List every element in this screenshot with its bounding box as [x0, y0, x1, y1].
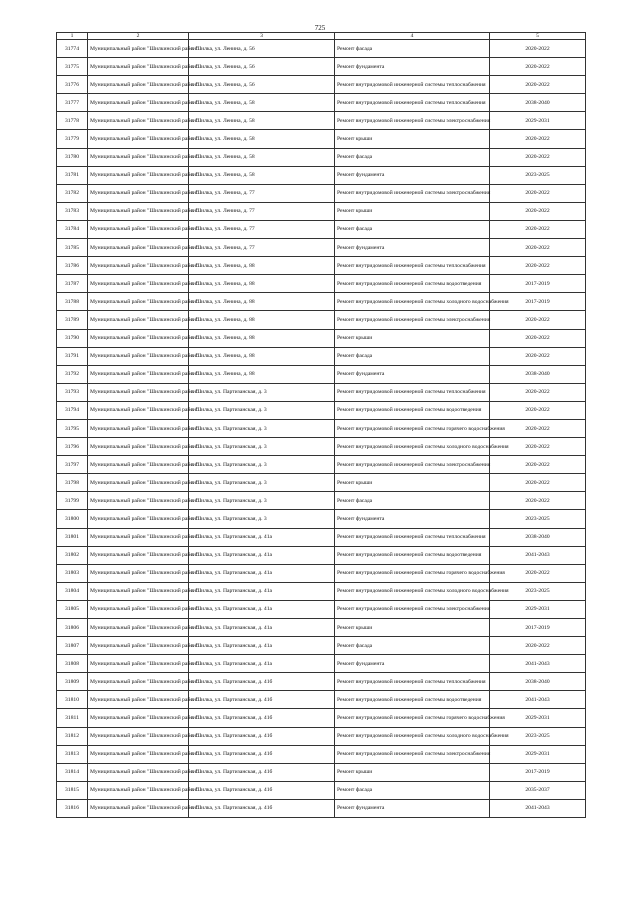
table-row: [57, 311, 586, 329]
address-cell: г. Шилка, ул. Ленина, д. 88: [189, 329, 335, 347]
period-cell: 2035-2037: [490, 781, 586, 799]
address-cell: г. Шилка, ул. Партизанская, д. 41б: [189, 781, 335, 799]
period-cell: 2017-2019: [490, 293, 586, 311]
period-cell: 2020-2022: [490, 148, 586, 166]
address-cell: г. Шилка, ул. Ленина, д. 88: [189, 275, 335, 293]
municipality-cell: Муниципальный район "Шилкинский район": [88, 619, 189, 637]
work-type-cell: Ремонт фасада: [335, 637, 490, 655]
period-cell: 2020-2022: [490, 329, 586, 347]
municipality-cell: Муниципальный район "Шилкинский район": [88, 781, 189, 799]
row-number-cell: 31815: [57, 781, 88, 799]
work-type-cell: Ремонт крыши: [335, 763, 490, 781]
row-number-cell: 31784: [57, 220, 88, 238]
municipality-cell: Муниципальный район "Шилкинский район": [88, 582, 189, 600]
address-cell: г. Шилка, ул. Партизанская, д. 3: [189, 401, 335, 419]
address-cell: г. Шилка, ул. Ленина, д. 77: [189, 220, 335, 238]
address-cell: г. Шилка, ул. Ленина, д. 58: [189, 148, 335, 166]
row-number-cell: 31809: [57, 673, 88, 691]
work-type-cell: Ремонт внутридомовой инженерной системы теплоснабжения: [335, 383, 490, 401]
work-type-cell: Ремонт внутридомовой инженерной системы водоотведения: [335, 691, 490, 709]
address-cell: г. Шилка, ул. Ленина, д. 88: [189, 365, 335, 383]
municipality-cell: Муниципальный район "Шилкинский район": [88, 383, 189, 401]
table-row: [57, 637, 586, 655]
municipality-cell: Муниципальный район "Шилкинский район": [88, 799, 189, 817]
row-number-cell: 31810: [57, 691, 88, 709]
row-number-cell: 31808: [57, 655, 88, 673]
municipality-cell: Муниципальный район "Шилкинский район": [88, 745, 189, 763]
address-cell: г. Шилка, ул. Партизанская, д. 41б: [189, 709, 335, 727]
row-number-cell: 31794: [57, 401, 88, 419]
address-cell: г. Шилка, ул. Ленина, д. 58: [189, 94, 335, 112]
row-number-cell: 31811: [57, 709, 88, 727]
municipality-cell: Муниципальный район "Шилкинский район": [88, 94, 189, 112]
period-cell: 2020-2022: [490, 184, 586, 202]
period-cell: 2041-2043: [490, 691, 586, 709]
work-type-cell: Ремонт крыши: [335, 474, 490, 492]
row-number-cell: 31776: [57, 76, 88, 94]
address-cell: г. Шилка, ул. Партизанская, д. 3: [189, 474, 335, 492]
row-number-cell: 31777: [57, 94, 88, 112]
period-cell: 2041-2043: [490, 655, 586, 673]
address-cell: г. Шилка, ул. Партизанская, д. 3: [189, 383, 335, 401]
municipality-cell: Муниципальный район "Шилкинский район": [88, 546, 189, 564]
municipality-cell: Муниципальный район "Шилкинский район": [88, 76, 189, 94]
period-cell: 2038-2040: [490, 528, 586, 546]
period-cell: 2038-2040: [490, 365, 586, 383]
address-cell: г. Шилка, ул. Ленина, д. 58: [189, 112, 335, 130]
period-cell: 2020-2022: [490, 347, 586, 365]
row-number-cell: 31789: [57, 311, 88, 329]
period-cell: 2020-2022: [490, 474, 586, 492]
row-number-cell: 31803: [57, 564, 88, 582]
period-cell: 2020-2022: [490, 202, 586, 220]
address-cell: г. Шилка, ул. Ленина, д. 77: [189, 184, 335, 202]
period-cell: 2020-2022: [490, 257, 586, 275]
municipality-cell: Муниципальный район "Шилкинский район": [88, 492, 189, 510]
municipality-cell: Муниципальный район "Шилкинский район": [88, 40, 189, 58]
table-row: [57, 94, 586, 112]
period-cell: 2023-2025: [490, 166, 586, 184]
address-cell: г. Шилка, ул. Партизанская, д. 41а: [189, 619, 335, 637]
table-row: [57, 564, 586, 582]
municipality-cell: Муниципальный район "Шилкинский район": [88, 220, 189, 238]
table-row: [57, 130, 586, 148]
row-number-cell: 31790: [57, 329, 88, 347]
address-cell: г. Шилка, ул. Партизанская, д. 41б: [189, 727, 335, 745]
municipality-cell: Муниципальный район "Шилкинский район": [88, 727, 189, 745]
row-number-cell: 31778: [57, 112, 88, 130]
work-type-cell: Ремонт крыши: [335, 619, 490, 637]
period-cell: 2020-2022: [490, 564, 586, 582]
municipality-cell: Муниципальный район "Шилкинский район": [88, 58, 189, 76]
work-type-cell: Ремонт фундамента: [335, 365, 490, 383]
work-type-cell: Ремонт внутридомовой инженерной системы электроснабжения: [335, 184, 490, 202]
table-row: [57, 691, 586, 709]
work-type-cell: Ремонт фундамента: [335, 239, 490, 257]
address-cell: г. Шилка, ул. Партизанская, д. 41б: [189, 799, 335, 817]
municipality-cell: Муниципальный район "Шилкинский район": [88, 184, 189, 202]
work-type-cell: Ремонт фасада: [335, 148, 490, 166]
municipality-cell: Муниципальный район "Шилкинский район": [88, 202, 189, 220]
row-number-cell: 31781: [57, 166, 88, 184]
work-type-cell: Ремонт фундамента: [335, 58, 490, 76]
row-number-cell: 31786: [57, 257, 88, 275]
table-row: [57, 492, 586, 510]
work-type-cell: Ремонт внутридомовой инженерной системы электроснабжения: [335, 745, 490, 763]
row-number-cell: 31814: [57, 763, 88, 781]
page-number: 725: [314, 24, 326, 32]
work-type-cell: Ремонт фундамента: [335, 510, 490, 528]
period-cell: 2020-2022: [490, 40, 586, 58]
table-row: [57, 709, 586, 727]
address-cell: г. Шилка, ул. Ленина, д. 88: [189, 257, 335, 275]
table-row: [57, 510, 586, 528]
address-cell: г. Шилка, ул. Партизанская, д. 41б: [189, 673, 335, 691]
row-number-cell: 31782: [57, 184, 88, 202]
period-cell: 2020-2022: [490, 220, 586, 238]
work-type-cell: Ремонт внутридомовой инженерной системы холодного водоснабжения: [335, 293, 490, 311]
period-cell: 2020-2022: [490, 637, 586, 655]
work-type-cell: Ремонт внутридомовой инженерной системы водоотведения: [335, 401, 490, 419]
column-header: 4: [335, 33, 490, 40]
municipality-cell: Муниципальный район "Шилкинский район": [88, 474, 189, 492]
row-number-cell: 31805: [57, 600, 88, 618]
row-number-cell: 31804: [57, 582, 88, 600]
address-cell: г. Шилка, ул. Партизанская, д. 41а: [189, 655, 335, 673]
address-cell: г. Шилка, ул. Ленина, д. 77: [189, 202, 335, 220]
municipality-cell: Муниципальный район "Шилкинский район": [88, 293, 189, 311]
row-number-cell: 31796: [57, 438, 88, 456]
work-type-cell: Ремонт внутридомовой инженерной системы электроснабжения: [335, 311, 490, 329]
municipality-cell: Муниципальный район "Шилкинский район": [88, 257, 189, 275]
address-cell: г. Шилка, ул. Партизанская, д. 41б: [189, 745, 335, 763]
table-header-row: [57, 33, 586, 40]
row-number-cell: 31801: [57, 528, 88, 546]
address-cell: г. Шилка, ул. Ленина, д. 88: [189, 311, 335, 329]
work-type-cell: Ремонт внутридомовой инженерной системы электроснабжения: [335, 600, 490, 618]
address-cell: г. Шилка, ул. Ленина, д. 88: [189, 293, 335, 311]
row-number-cell: 31802: [57, 546, 88, 564]
table-row: [57, 293, 586, 311]
address-cell: г. Шилка, ул. Партизанская, д. 3: [189, 510, 335, 528]
municipality-cell: Муниципальный район "Шилкинский район": [88, 347, 189, 365]
table-row: [57, 745, 586, 763]
table-row: [57, 112, 586, 130]
address-cell: г. Шилка, ул. Ленина, д. 58: [189, 166, 335, 184]
table-row: [57, 365, 586, 383]
period-cell: 2038-2040: [490, 673, 586, 691]
table-row: [57, 582, 586, 600]
municipality-cell: Муниципальный район "Шилкинский район": [88, 600, 189, 618]
table-row: [57, 673, 586, 691]
row-number-cell: 31813: [57, 745, 88, 763]
work-type-cell: Ремонт внутридомовой инженерной системы теплоснабжения: [335, 76, 490, 94]
work-type-cell: Ремонт внутридомовой инженерной системы водоотведения: [335, 275, 490, 293]
work-type-cell: Ремонт фасада: [335, 40, 490, 58]
municipality-cell: Муниципальный район "Шилкинский район": [88, 148, 189, 166]
period-cell: 2038-2040: [490, 94, 586, 112]
municipality-cell: Муниципальный район "Шилкинский район": [88, 275, 189, 293]
work-type-cell: Ремонт внутридомовой инженерной системы теплоснабжения: [335, 94, 490, 112]
municipality-cell: Муниципальный район "Шилкинский район": [88, 637, 189, 655]
work-type-cell: Ремонт внутридомовой инженерной системы горячего водоснабжения: [335, 419, 490, 437]
period-cell: 2020-2022: [490, 401, 586, 419]
period-cell: 2029-2031: [490, 112, 586, 130]
table-row: [57, 148, 586, 166]
register-table-body: [57, 33, 586, 818]
row-number-cell: 31791: [57, 347, 88, 365]
row-number-cell: 31785: [57, 239, 88, 257]
row-number-cell: 31797: [57, 456, 88, 474]
table-row: [57, 58, 586, 76]
table-row: [57, 76, 586, 94]
address-cell: г. Шилка, ул. Ленина, д. 77: [189, 239, 335, 257]
municipality-cell: Муниципальный район "Шилкинский район": [88, 239, 189, 257]
period-cell: 2020-2022: [490, 130, 586, 148]
period-cell: 2020-2022: [490, 58, 586, 76]
work-type-cell: Ремонт крыши: [335, 130, 490, 148]
municipality-cell: Муниципальный район "Шилкинский район": [88, 112, 189, 130]
address-cell: г. Шилка, ул. Партизанская, д. 3: [189, 438, 335, 456]
table-row: [57, 799, 586, 817]
table-row: [57, 528, 586, 546]
period-cell: 2020-2022: [490, 438, 586, 456]
period-cell: 2041-2043: [490, 546, 586, 564]
municipality-cell: Муниципальный район "Шилкинский район": [88, 401, 189, 419]
table-row: [57, 727, 586, 745]
row-number-cell: 31775: [57, 58, 88, 76]
work-type-cell: Ремонт внутридомовой инженерной системы теплоснабжения: [335, 673, 490, 691]
municipality-cell: Муниципальный район "Шилкинский район": [88, 456, 189, 474]
row-number-cell: 31774: [57, 40, 88, 58]
work-type-cell: Ремонт внутридомовой инженерной системы водоотведения: [335, 546, 490, 564]
table-row: [57, 166, 586, 184]
period-cell: 2020-2022: [490, 383, 586, 401]
work-type-cell: Ремонт фасада: [335, 347, 490, 365]
work-type-cell: Ремонт внутридомовой инженерной системы холодного водоснабжения: [335, 727, 490, 745]
address-cell: г. Шилка, ул. Партизанская, д. 3: [189, 456, 335, 474]
work-type-cell: Ремонт внутридомовой инженерной системы электроснабжения: [335, 456, 490, 474]
row-number-cell: 31799: [57, 492, 88, 510]
row-number-cell: 31798: [57, 474, 88, 492]
row-number-cell: 31779: [57, 130, 88, 148]
period-cell: 2020-2022: [490, 492, 586, 510]
work-type-cell: Ремонт фасада: [335, 220, 490, 238]
table-row: [57, 257, 586, 275]
municipality-cell: Муниципальный район "Шилкинский район": [88, 438, 189, 456]
table-row: [57, 419, 586, 437]
municipality-cell: Муниципальный район "Шилкинский район": [88, 311, 189, 329]
municipality-cell: Муниципальный район "Шилкинский район": [88, 763, 189, 781]
address-cell: г. Шилка, ул. Партизанская, д. 41а: [189, 528, 335, 546]
table-row: [57, 655, 586, 673]
table-row: [57, 184, 586, 202]
address-cell: г. Шилка, ул. Партизанская, д. 41а: [189, 564, 335, 582]
period-cell: 2017-2019: [490, 619, 586, 637]
work-type-cell: Ремонт крыши: [335, 329, 490, 347]
work-type-cell: Ремонт фундамента: [335, 166, 490, 184]
table-row: [57, 600, 586, 618]
table-row: [57, 329, 586, 347]
municipality-cell: Муниципальный район "Шилкинский район": [88, 673, 189, 691]
address-cell: г. Шилка, ул. Партизанская, д. 41а: [189, 582, 335, 600]
table-row: [57, 347, 586, 365]
work-type-cell: Ремонт внутридомовой инженерной системы горячего водоснабжения: [335, 709, 490, 727]
row-number-cell: 31812: [57, 727, 88, 745]
address-cell: г. Шилка, ул. Партизанская, д. 41б: [189, 763, 335, 781]
period-cell: 2020-2022: [490, 76, 586, 94]
row-number-cell: 31800: [57, 510, 88, 528]
table-row: [57, 275, 586, 293]
work-type-cell: Ремонт фундамента: [335, 655, 490, 673]
period-cell: 2029-2031: [490, 745, 586, 763]
row-number-cell: 31792: [57, 365, 88, 383]
work-type-cell: Ремонт внутридомовой инженерной системы теплоснабжения: [335, 528, 490, 546]
period-cell: 2023-2025: [490, 727, 586, 745]
register-table: [56, 32, 586, 818]
row-number-cell: 31795: [57, 419, 88, 437]
period-cell: 2023-2025: [490, 510, 586, 528]
table-row: [57, 202, 586, 220]
municipality-cell: Муниципальный район "Шилкинский район": [88, 130, 189, 148]
table-row: [57, 781, 586, 799]
municipality-cell: Муниципальный район "Шилкинский район": [88, 709, 189, 727]
column-header: 1: [57, 33, 88, 40]
address-cell: г. Шилка, ул. Партизанская, д. 41а: [189, 637, 335, 655]
table-row: [57, 383, 586, 401]
address-cell: г. Шилка, ул. Ленина, д. 58: [189, 130, 335, 148]
column-header: 5: [490, 33, 586, 40]
table-row: [57, 401, 586, 419]
row-number-cell: 31807: [57, 637, 88, 655]
row-number-cell: 31787: [57, 275, 88, 293]
address-cell: г. Шилка, ул. Ленина, д. 88: [189, 347, 335, 365]
table-row: [57, 456, 586, 474]
period-cell: 2029-2031: [490, 709, 586, 727]
period-cell: 2020-2022: [490, 456, 586, 474]
period-cell: 2020-2022: [490, 419, 586, 437]
table-row: [57, 438, 586, 456]
period-cell: 2020-2022: [490, 239, 586, 257]
municipality-cell: Муниципальный район "Шилкинский район": [88, 329, 189, 347]
work-type-cell: Ремонт внутридомовой инженерной системы теплоснабжения: [335, 257, 490, 275]
table-row: [57, 239, 586, 257]
table-row: [57, 474, 586, 492]
table-row: [57, 546, 586, 564]
period-cell: 2029-2031: [490, 600, 586, 618]
address-cell: г. Шилка, ул. Ленина, д. 56: [189, 58, 335, 76]
table-row: [57, 40, 586, 58]
municipality-cell: Муниципальный район "Шилкинский район": [88, 510, 189, 528]
row-number-cell: 31806: [57, 619, 88, 637]
row-number-cell: 31793: [57, 383, 88, 401]
row-number-cell: 31788: [57, 293, 88, 311]
work-type-cell: Ремонт крыши: [335, 202, 490, 220]
period-cell: 2020-2022: [490, 311, 586, 329]
column-header: 2: [88, 33, 189, 40]
work-type-cell: Ремонт фасада: [335, 492, 490, 510]
municipality-cell: Муниципальный район "Шилкинский район": [88, 166, 189, 184]
work-type-cell: Ремонт внутридомовой инженерной системы горячего водоснабжения: [335, 564, 490, 582]
period-cell: 2023-2025: [490, 582, 586, 600]
municipality-cell: Муниципальный район "Шилкинский район": [88, 564, 189, 582]
table-row: [57, 619, 586, 637]
municipality-cell: Муниципальный район "Шилкинский район": [88, 365, 189, 383]
address-cell: г. Шилка, ул. Партизанская, д. 41б: [189, 691, 335, 709]
period-cell: 2017-2019: [490, 763, 586, 781]
municipality-cell: Муниципальный район "Шилкинский район": [88, 655, 189, 673]
work-type-cell: Ремонт внутридомовой инженерной системы холодного водоснабжения: [335, 582, 490, 600]
period-cell: 2017-2019: [490, 275, 586, 293]
work-type-cell: Ремонт внутридомовой инженерной системы холодного водоснабжения: [335, 438, 490, 456]
row-number-cell: 31780: [57, 148, 88, 166]
row-number-cell: 31816: [57, 799, 88, 817]
address-cell: г. Шилка, ул. Партизанская, д. 41а: [189, 546, 335, 564]
table-row: [57, 763, 586, 781]
column-header: 3: [189, 33, 335, 40]
municipality-cell: Муниципальный район "Шилкинский район": [88, 528, 189, 546]
address-cell: г. Шилка, ул. Ленина, д. 56: [189, 40, 335, 58]
address-cell: г. Шилка, ул. Партизанская, д. 41а: [189, 600, 335, 618]
municipality-cell: Муниципальный район "Шилкинский район": [88, 419, 189, 437]
row-number-cell: 31783: [57, 202, 88, 220]
work-type-cell: Ремонт фундамента: [335, 799, 490, 817]
address-cell: г. Шилка, ул. Партизанская, д. 3: [189, 419, 335, 437]
address-cell: г. Шилка, ул. Ленина, д. 56: [189, 76, 335, 94]
period-cell: 2041-2043: [490, 799, 586, 817]
work-type-cell: Ремонт фасада: [335, 781, 490, 799]
municipality-cell: Муниципальный район "Шилкинский район": [88, 691, 189, 709]
address-cell: г. Шилка, ул. Партизанская, д. 3: [189, 492, 335, 510]
work-type-cell: Ремонт внутридомовой инженерной системы электроснабжения: [335, 112, 490, 130]
table-row: [57, 220, 586, 238]
